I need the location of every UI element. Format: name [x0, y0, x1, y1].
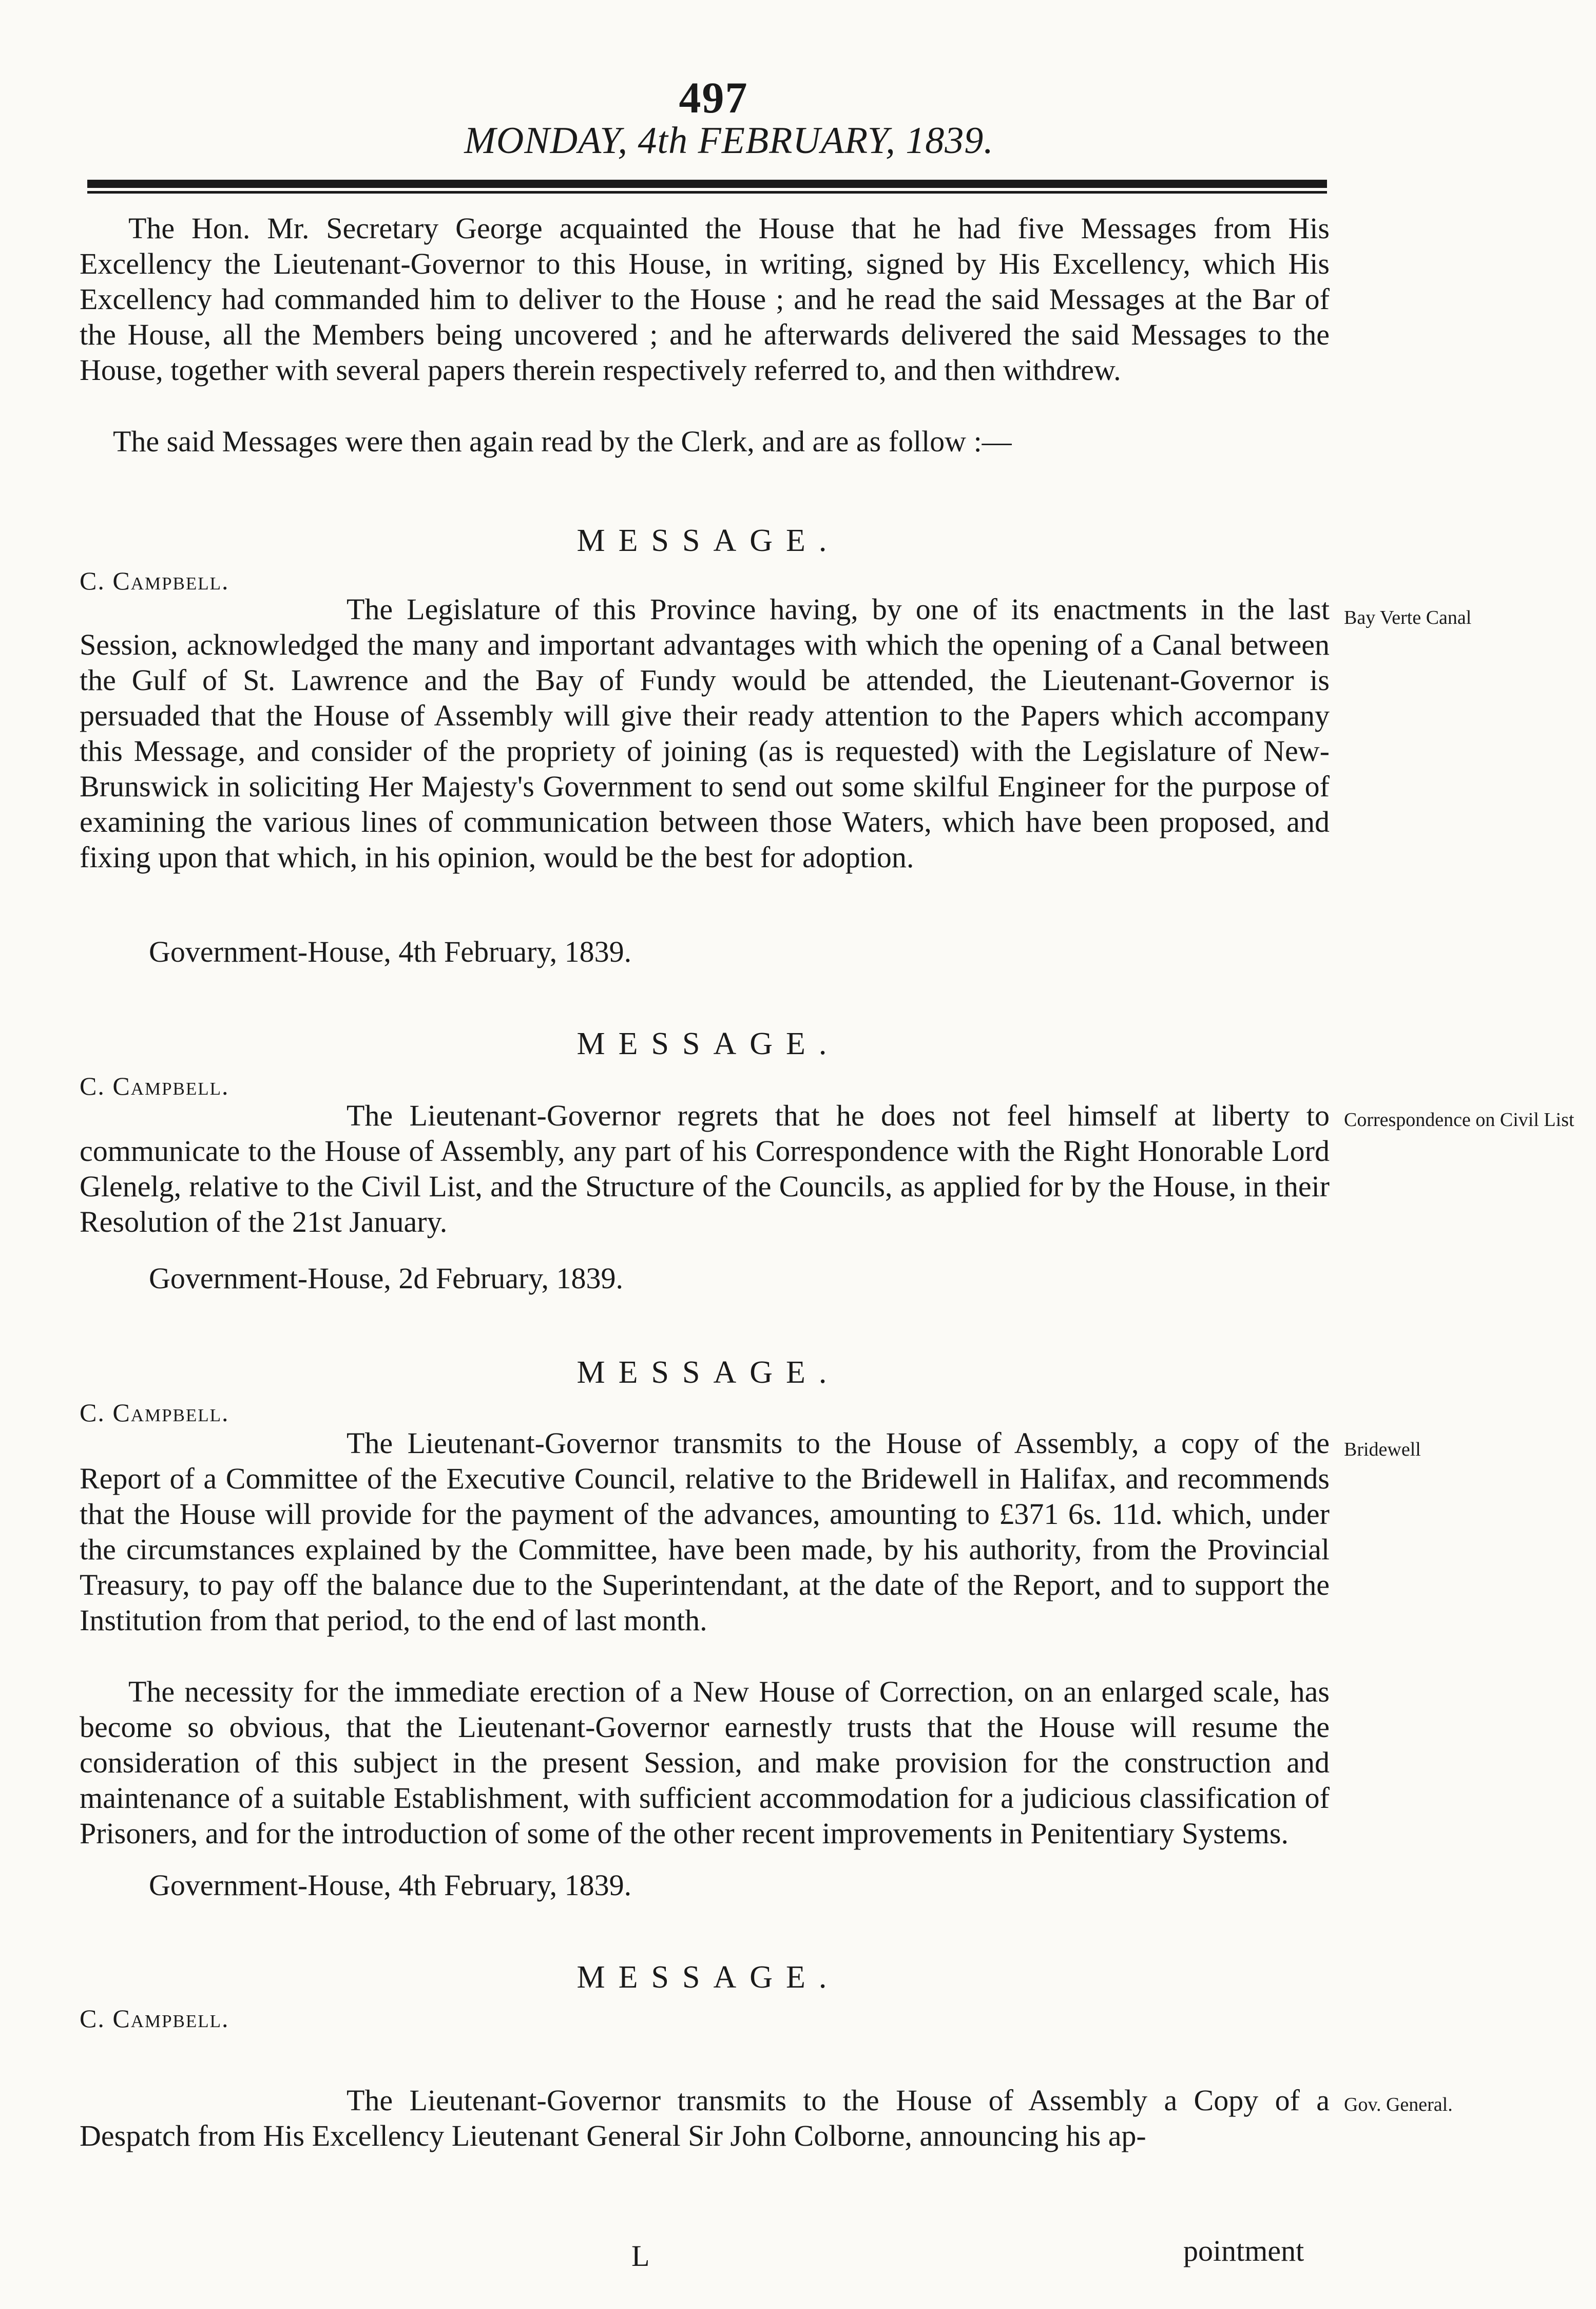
margin-note: Bay Verte Canal [1344, 607, 1472, 628]
message-signer: C. Campbell. [80, 1398, 229, 1427]
message-heading: MESSAGE. [576, 1026, 840, 1061]
message-heading: MESSAGE. [576, 1960, 840, 1995]
message-body-2: The necessity for the immediate erection of a New House of Correction, on an enlarged scale, has become so obvious, that the Lieutenant-Governor earnestly trusts that the House will resume the consideration of this subject in the present Session, and make provision for the construction and maintenance of a suitable Establishment, with sufficient accommodation for a judicious classification of Prisoners, and for the introduction of some of the other recent improvements in Penitentiary Systems. [80, 1675, 1330, 1850]
message-body: The Lieutenant-Governor transmits to the House of Assembly a Copy of a Despatch from His Excellency Lieutenant General Sir John Colborne, announcing his ap- [80, 2084, 1330, 2152]
message-body: The Lieutenant-Governor transmits to the House of Assembly, a copy of the Report of a Committee of the Executive Council, relative to the Bridewell in Halifax, and recommends that the House will provide for the payment of the advances, amounting to £371 6s. 11d. which, under the circumstances explained by the Committee, have been made, by his authority, from the Provincial Treasury, to pay off the balance due to the Superintendant, at the date of the Report, and to support the Institution from that period, to the end of last month. [80, 1426, 1330, 1637]
margin-note: Gov. General. [1344, 2094, 1453, 2115]
dateline: MONDAY, 4th FEBRUARY, 1839. [464, 120, 994, 162]
message-body: The Lieutenant-Governor regrets that he does not feel himself at liberty to communicate to the House of Assembly, any part of his Correspondence with the Right Honorable Lord Glenelg, relative to the Civil List, and the Structure of the Councils, as applied for by the House, in their Resolution of the 21st January. [80, 1099, 1330, 1238]
header-rule [87, 180, 1327, 188]
message-heading: MESSAGE. [576, 1355, 840, 1390]
catchword: pointment [1183, 2234, 1304, 2267]
message-dated: Government-House, 2d February, 1839. [149, 1262, 624, 1295]
message-signer: C. Campbell. [80, 2004, 229, 2033]
margin-note: Correspondence on Civil List [1344, 1109, 1574, 1131]
message-body: The Legislature of this Province having, by one of its enactments in the last Session, acknowledged the many and important advantages with which the opening of a Canal between the Gulf of St. Lawrence and the Bay of Fundy would be attended, the Lieutenant-Governor is persuaded that the House of Assembly will give their ready attention to the Papers which accompany this Message, and consider of the propriety of joining (as is requested) with the Legislature of New-Brunswick in soliciting Her Majesty's Government to send out some skilful Engineer for the purpose of examining the various lines of communication between those Waters, which have been proposed, and fixing upon that which, in his opinion, would be the best for adoption. [80, 593, 1330, 874]
message-signer: C. Campbell. [80, 566, 229, 595]
margin-note: Bridewell [1344, 1439, 1421, 1460]
intro-paragraph: The Hon. Mr. Secretary George acquainted the House that he had five Messages from His Excellency the Lieutenant-Governor to this House, in writing, signed by His Excellency, which His Excellency had commanded him to deliver to the House ; and he read the said Messages at the Bar of the House, all the Members being uncovered ; and he afterwards delivered the said Messages to the House, together with several papers therein respectively referred to, and then withdrew. [80, 212, 1330, 387]
page-number: 497 [679, 73, 748, 122]
message-dated: Government-House, 4th February, 1839. [149, 935, 632, 968]
message-dated: Government-House, 4th February, 1839. [149, 1868, 632, 1902]
message-signer: C. Campbell. [80, 1072, 229, 1100]
header-rule-thin [87, 191, 1327, 194]
signature-mark: L [631, 2239, 650, 2273]
message-heading: MESSAGE. [576, 523, 840, 558]
intro-paragraph-2: The said Messages were then again read by the Clerk, and are as follow :— [113, 425, 1012, 458]
